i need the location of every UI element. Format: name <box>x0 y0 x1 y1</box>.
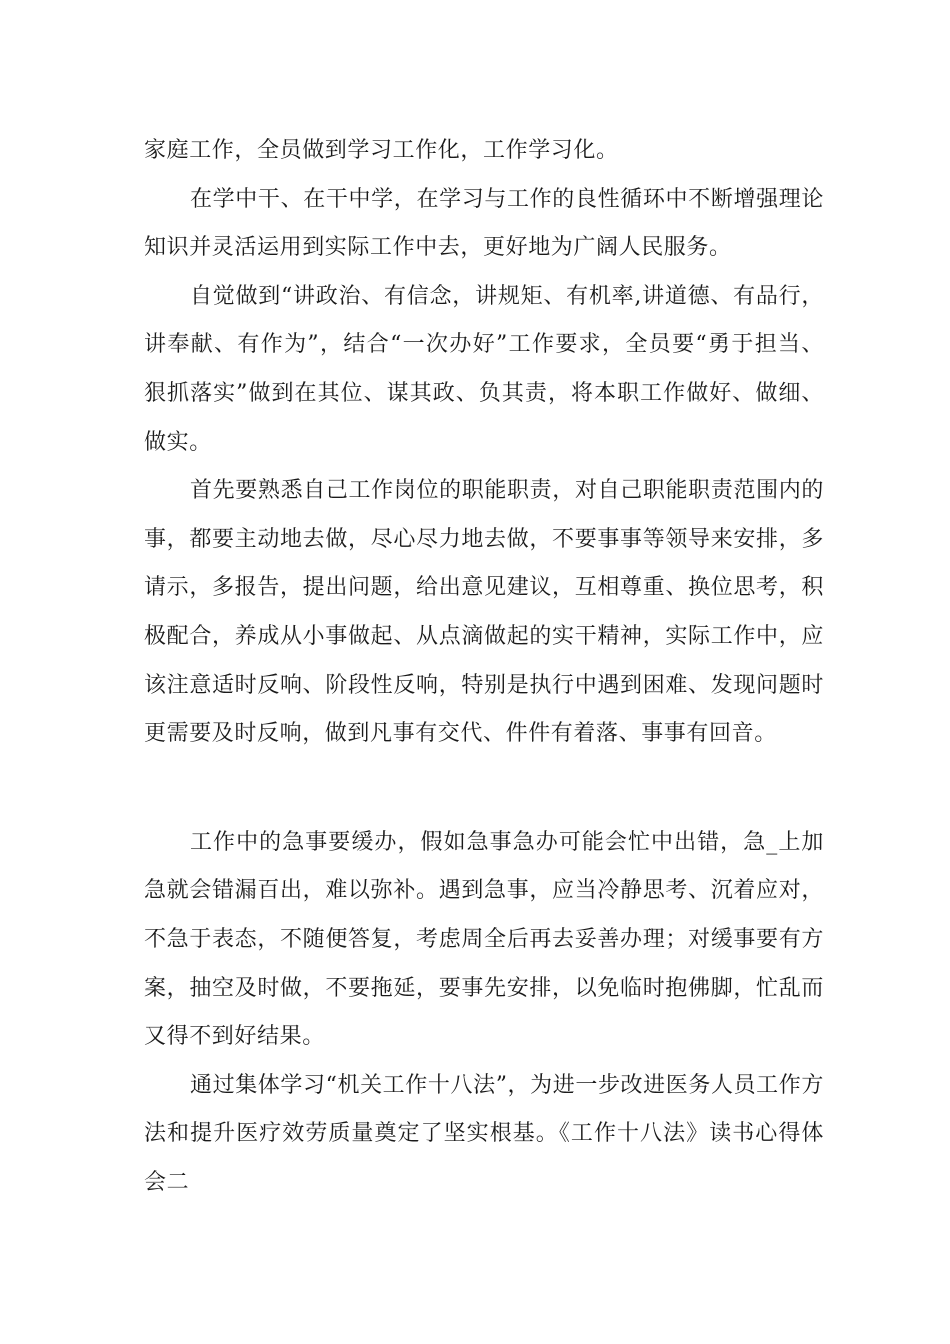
paragraph-3: 自觉做到“讲政治、有信念，讲规矩、有机率,讲道德、有品行，讲奉献、有作为”，结合“一次办好”工作要求，全员要“勇于担当、狠抓落实”做到在其位、谋其政、负其责，将本职工作做好、做细、做实。 <box>144 283 824 455</box>
paragraph-4: 首先要熟悉自己工作岗位的职能职责，对自己职能职责范围内的事，都要主动地去做，尽心尽力地去做，不要事事等领导来安排，多请示，多报告，提出问题，给出意见建议，互相尊重、换位思考，积极配合，养成从小事做起、从点滴做起的实干精神，实际工作中，应该注意适时反响、阶段性反响，特别是执行中遇到困难、发现问题时更需要及时反响，做到凡事有交代、件件有着落、事事有回音。 <box>144 478 824 747</box>
paragraph-1: 家庭工作，全员做到学习工作化，工作学习化。 <box>144 138 619 163</box>
paragraph-5: 工作中的急事要缓办，假如急事急办可能会忙中出错，急_上加急就会错漏百出，难以弥补。遇到急事，应当冷静思考、沉着应对，不急于表态，不随便答复，考虑周全后再去妥善办理；对缓事要有方案，抽空及时做，不要拖延，要事先安排，以免临时抱佛脚，忙乱而又得不到好结果。 <box>144 829 824 1050</box>
paragraph-6: 通过集体学习“机关工作十八法”，为进一步改进医务人员工作方法和提升医疗效劳质量奠定了坚实根基。《工作十八法》读书心得体会二 <box>144 1072 824 1195</box>
paragraph-2: 在学中干、在干中学，在学习与工作的良性循环中不断增强理论知识并灵活运用到实际工作中去，更好地为广阔人民服务。 <box>144 186 824 261</box>
paragraph-spacer <box>144 759 824 819</box>
document-body <box>144 127 824 1207</box>
